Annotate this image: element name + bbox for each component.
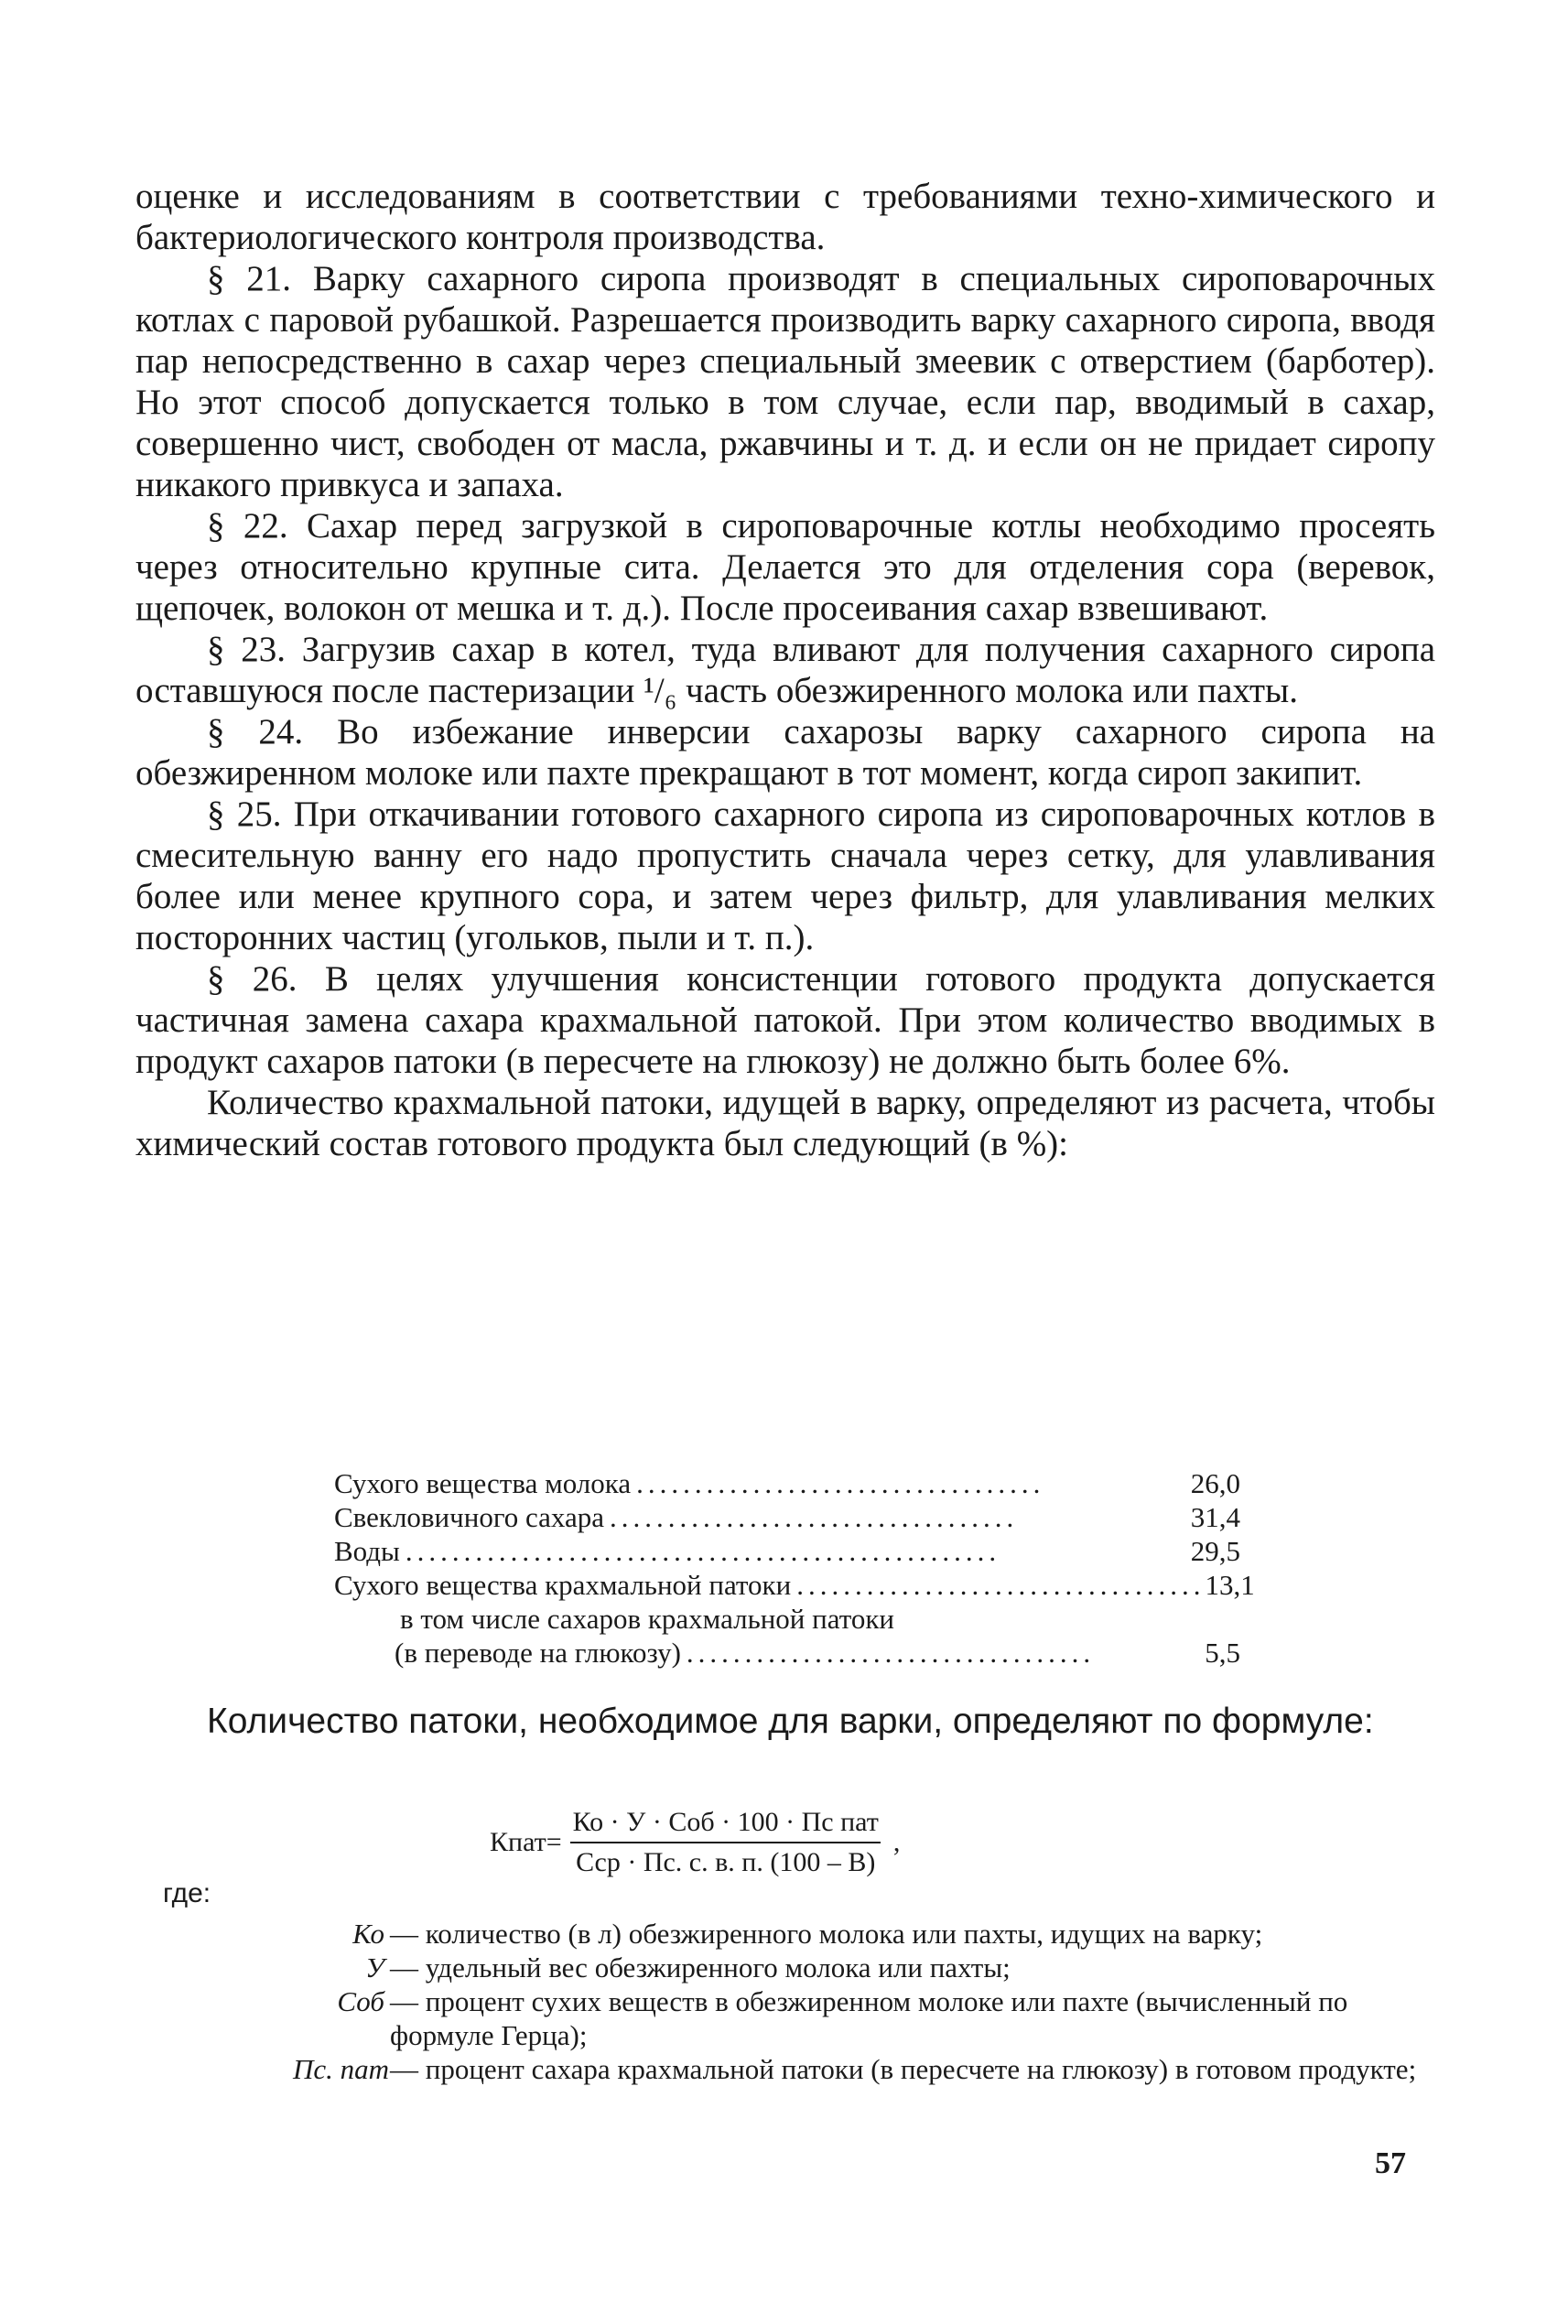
- definition-text: — количество (в л) обезжиренного молока или пахты, идущих на варку;: [390, 1918, 1263, 1950]
- page-number: 57: [1375, 2146, 1406, 2180]
- leader-dots: ...................................: [636, 1467, 1045, 1499]
- definition-text: — процент сахара крахмальной патоки (в пересчете на глюкозу) в готовом продукте;: [390, 2053, 1417, 2085]
- composition-table: [334, 1466, 1255, 1670]
- leader-dots: ...................................: [686, 1637, 1096, 1669]
- composition-sub-value: 5,5: [1205, 1637, 1240, 1669]
- paragraph-22: § 22. Сахар перед загрузкой в сироповарочные котлы необходимо просеять через относительно крупные сита. Делается это для отделения сора (веревок, щепочек, волокон от мешка и т. д.). После просеивания сахар взвешивают.: [135, 506, 1435, 628]
- formula-numerator: Ко · У · Соб · 100 · Пс пат: [572, 1807, 879, 1837]
- definition-symbol: У: [365, 1951, 384, 1984]
- formula-lhs: Кпат=: [490, 1827, 562, 1857]
- composition-label: Сухого вещества молока: [334, 1467, 632, 1499]
- definition-item: [293, 1984, 1446, 2052]
- where-label: где:: [163, 1878, 211, 1908]
- leader-dots: ...................................: [610, 1501, 1019, 1533]
- definition-text: — процент сухих веществ в обезжиренном молоке или пахте (вычисленный по формуле Герца);: [390, 1985, 1348, 2051]
- paragraph-21: § 21. Варку сахарного сиропа производят в специальных сироповарочных котлах с паровой рубашкой. Разрешается производить варку сахарного сиропа, вводя пар непосредственно в сахар через специальный змеевик с отверстием (барботер). Но этот способ допускается только в том случае, если пар, вводимый в сахар, совершенно чист, свободен от масла, ржавчины и т. д. и если он не придает сиропу никакого привкуса и запаха.: [135, 259, 1435, 504]
- composition-label: Воды: [334, 1535, 400, 1567]
- definition-symbol: Пс. пат: [293, 2053, 390, 2085]
- composition-sub-label: в том числе сахаров крахмальной патоки: [400, 1603, 894, 1635]
- composition-value: 31,4: [1190, 1501, 1240, 1533]
- formula-fraction: [568, 1807, 884, 1878]
- definition-symbol: Ко: [352, 1918, 384, 1950]
- leader-dots: ...................................................: [405, 1535, 1001, 1567]
- paragraph-composition-intro: Количество крахмальной патоки, идущей в варку, определяют из расчета, чтобы химический состав готового продукта был следующий (в %):: [135, 1083, 1435, 1163]
- formula-denominator: Сср · Пс. с. в. п. (100 – В): [570, 1842, 881, 1878]
- paragraph-23: § 23. Загрузив сахар в котел, туда вливают для получения сахарного сиропа оставшуюся после пастеризации ¹/₆ часть обезжиренного молока или пахты.: [135, 630, 1435, 710]
- composition-label: Свекловичного сахара: [334, 1501, 605, 1533]
- composition-row: [334, 1500, 1240, 1534]
- definitions-list: [293, 1917, 1446, 2086]
- definition-text: — удельный вес обезжиренного молока или пахты;: [390, 1951, 1011, 1984]
- formula: [490, 1801, 1130, 1884]
- composition-value: 13,1: [1205, 1569, 1255, 1601]
- composition-subrow-label: [334, 1602, 1240, 1636]
- paragraph-25: § 25. При откачивании готового сахарного сиропа из сироповарочных котлов в смесительную ванну его надо пропустить сначала через сетку, для улавливания более или менее крупного сора, и затем через фильтр, для улавливания мелких посторонних частиц (угольков, пыли и т. п.).: [135, 794, 1435, 957]
- composition-value: 26,0: [1190, 1467, 1240, 1499]
- body-text: [135, 176, 1435, 1164]
- formula-intro: Количество патоки, необходимое для варки, определяют по формуле:: [207, 1702, 1374, 1741]
- composition-value: 29,5: [1190, 1535, 1240, 1567]
- paragraph-26: § 26. В целях улучшения консистенции готового продукта допускается частичная замена сахара крахмальной патокой. При этом количество вводимых в продукт сахаров патоки (в пересчете на глюкозу) не должно быть более 6%.: [135, 959, 1435, 1081]
- composition-sub-label-2: (в переводе на глюкозу): [395, 1637, 681, 1669]
- definition-item: [293, 1917, 1446, 1951]
- composition-row: [334, 1466, 1240, 1500]
- composition-row: [334, 1568, 1255, 1602]
- definition-item: [293, 1951, 1446, 1984]
- formula-trail: ,: [892, 1827, 901, 1857]
- paragraph-continuation: оценке и исследованиям в соответствии с требованиями техно-химического и бактериологического контроля производства.: [135, 177, 1435, 257]
- paragraph-24: § 24. Во избежание инверсии сахарозы варку сахарного сиропа на обезжиренном молоке или пахте прекращают в тот момент, когда сироп закипит.: [135, 712, 1435, 793]
- composition-subrow: [334, 1636, 1240, 1670]
- leader-dots: ...................................: [796, 1569, 1206, 1601]
- definition-item: [293, 2052, 1446, 2086]
- definition-symbol: Соб: [337, 1985, 384, 2017]
- composition-label: Сухого вещества крахмальной патоки: [334, 1569, 792, 1601]
- composition-row: [334, 1534, 1240, 1568]
